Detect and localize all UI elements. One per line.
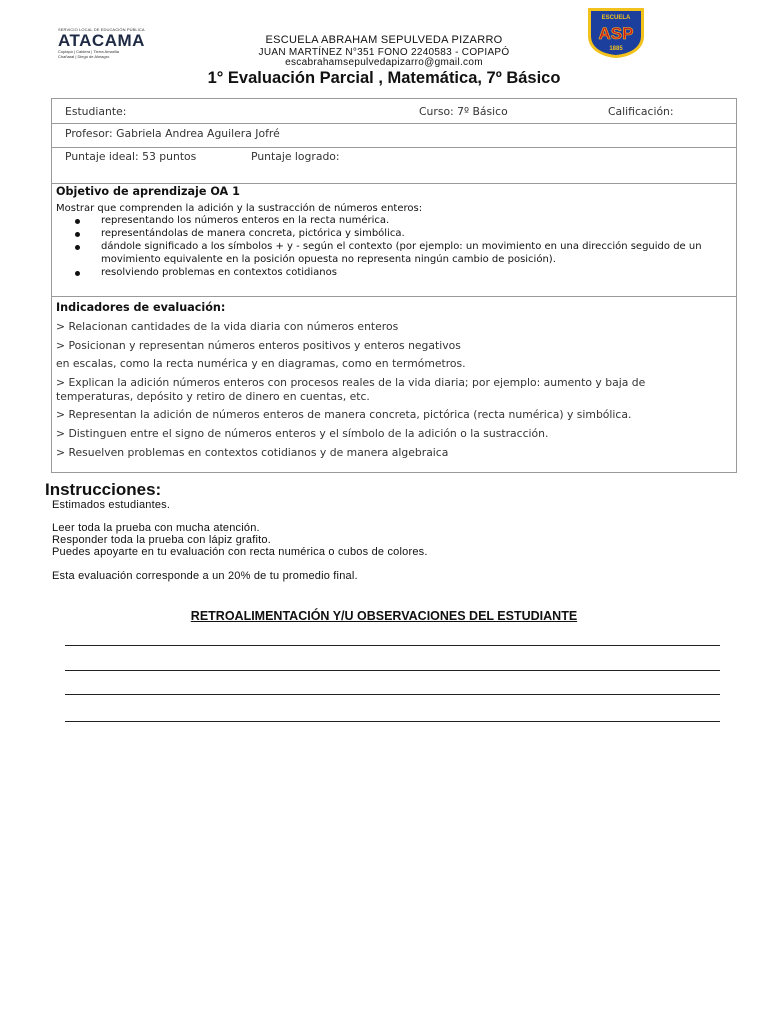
feedback-line	[65, 670, 720, 671]
list-item: representando los números enteros en la recta numérica.	[74, 214, 734, 227]
page-title: 1° Evaluación Parcial , Matemática, 7º Básico	[207, 69, 561, 87]
indicator-item: en escalas, como la recta numérica y en diagramas, como en termómetros.	[56, 357, 466, 370]
crest-initials: ASP	[598, 24, 634, 43]
logo-name: ATACAMA	[58, 31, 145, 50]
course-label: Curso: 7º Básico	[419, 105, 508, 118]
indicators-title: Indicadores de evaluación:	[56, 301, 226, 314]
grade-label: Calificación:	[608, 105, 674, 118]
instructions-greeting: Estimados estudiantes.	[52, 499, 171, 511]
school-email: escabrahamsepulvedapizarro@gmail.com	[285, 57, 483, 68]
obtained-score: Puntaje logrado:	[251, 150, 340, 163]
instructions-title: Instrucciones:	[45, 480, 162, 499]
indicator-item: > Relacionan cantidades de la vida diaria con números enteros	[56, 320, 399, 333]
feedback-line	[65, 694, 720, 695]
list-item: representándolas de manera concreta, pictórica y simbólica.	[74, 227, 734, 240]
feedback-line	[65, 645, 720, 646]
info-box	[51, 98, 737, 473]
indicator-item: > Representan la adición de números enteros de manera concreta, pictórica (recta numérica) y simbólica.	[56, 408, 632, 421]
student-label: Estudiante:	[65, 105, 127, 118]
feedback-title: RETROALIMENTACIÓN Y/U OBSERVACIONES DEL ESTUDIANTE	[190, 609, 578, 623]
logo-top-text: SERVICIO LOCAL DE EDUCACIÓN PÚBLICA	[58, 27, 145, 32]
school-crest-icon	[586, 6, 646, 59]
ideal-score: Puntaje ideal: 53 puntos	[65, 150, 197, 163]
indicator-item: > Resuelven problemas en contextos cotidianos y de manera algebraica	[56, 446, 449, 459]
instructions-line: Responder toda la prueba con lápiz grafito.	[52, 534, 271, 546]
school-address: JUAN MARTÍNEZ N°351 FONO 2240583 - COPIAPÓ	[258, 47, 510, 58]
list-item: resolviendo problemas en contextos cotidianos	[74, 266, 734, 279]
objective-title: Objetivo de aprendizaje OA 1	[56, 185, 240, 198]
logo-subtitle-2: Chañaral | Diego de Almagro	[58, 54, 110, 59]
logo-subtitle-1: Copiapó | Caldera | Tierra Amarilla	[58, 49, 119, 54]
crest-year: 1885	[609, 46, 623, 52]
feedback-line	[65, 721, 720, 722]
teacher-label: Profesor: Gabriela Andrea Aguilera Jofré	[65, 127, 280, 140]
indicator-item: > Explican la adición números enteros con procesos reales de la vida diaria; por ejemplo: aumento y baja de temperaturas, depósito y retiro de dinero en cuentas, etc.	[56, 376, 646, 403]
indicator-item: > Posicionan y representan números enteros positivos y enteros negativos	[56, 339, 461, 352]
instructions-line: Leer toda la prueba con mucha atención.	[52, 522, 260, 534]
objective-intro: Mostrar que comprenden la adición y la sustracción de números enteros:	[56, 203, 423, 214]
school-name: ESCUELA ABRAHAM SEPULVEDA PIZARRO	[265, 34, 503, 46]
instructions-line: Puedes apoyarte en tu evaluación con recta numérica o cubos de colores.	[52, 546, 428, 558]
indicator-item: > Distinguen entre el signo de números enteros y el símbolo de la adición o la sustracción.	[56, 427, 549, 440]
instructions-weight: Esta evaluación corresponde a un 20% de tu promedio final.	[52, 570, 358, 582]
crest-top-text: ESCUELA	[601, 15, 631, 21]
list-item: dándole significado a los símbolos + y - según el contexto (por ejemplo: un movimiento en una dirección seguido de un movimiento equivalente en la posición opuesta no representa ningún cambio de posición).	[74, 240, 734, 266]
objective-bullets	[74, 214, 734, 279]
